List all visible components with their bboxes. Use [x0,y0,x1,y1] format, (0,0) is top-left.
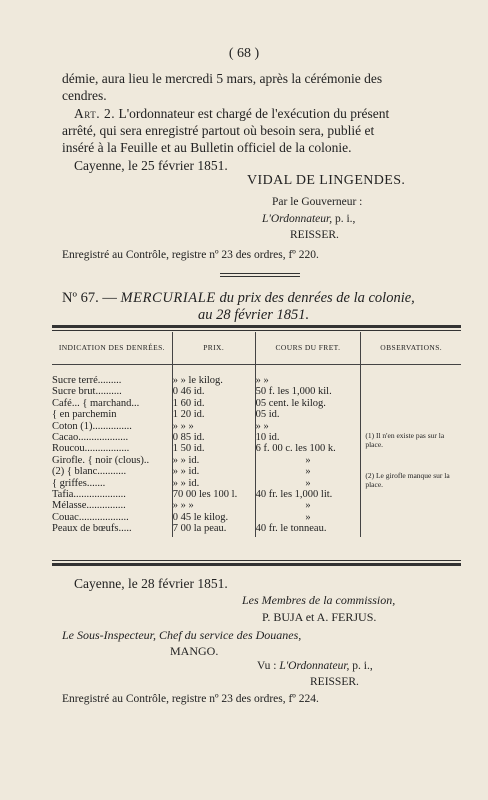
par-gouverneur: Par le Gouverneur : [272,196,363,208]
cell: 1 50 id. [172,443,255,454]
title-rest: du prix des denrées de la colonie, [219,290,415,306]
cell: Café... { marchand... [52,398,172,409]
signature-name: REISSER. [290,229,339,241]
paragraph-line: démie, aura lieu le mercredi 5 mars, après la cérémonie des [62,71,383,86]
table-top-rule [52,330,461,331]
cell: 10 id. [255,432,361,443]
col-header: COURS DU FRET. [255,332,361,365]
cell: 05 cent. le kilog. [255,398,361,409]
cell: Coton (1)............... [52,421,172,432]
cell: » » le kilog. [172,375,255,386]
cell: » » [255,375,361,386]
cell: { griffes....... [52,478,172,489]
table-header-row [52,332,461,365]
cell: Roucou................. [52,443,172,454]
section-title [62,290,415,307]
registration-note: Enregistré au Contrôle, registre nº 23 des ordres, fº 220. [62,249,319,261]
cell: » [255,500,361,511]
cell: 1 20 id. [172,409,255,420]
cell: 40 fr. le tonneau. [255,523,361,537]
table-row [52,375,461,386]
cell: » » id. [172,455,255,466]
commission-names: P. BUJA et A. FERJUS. [262,610,377,624]
article-text: L'ordonnateur est chargé de l'exécution du présent [118,106,390,121]
separator-rule [220,276,300,277]
cell: Cacao................... [52,432,172,443]
section-title-line2: au 28 février 1851. [198,307,310,323]
observation-note: (1) Il n'en existe pas sur la place. [365,431,445,449]
table-bottom-rule [52,560,461,561]
cell: » [255,455,361,466]
col-header: OBSERVATIONS. [361,332,461,365]
cell: Sucre terré......... [52,375,172,386]
cell: » » [255,421,361,432]
vu-label: Vu : [257,660,277,672]
ordonnateur-line [262,213,355,225]
cell: » » id. [172,466,255,477]
cell: (2) { blanc........... [52,466,172,477]
signature-name: VIDAL DE LINGENDES. [247,173,406,188]
ordonnateur-title: L'Ordonnateur, [262,213,333,225]
cell: Tafia.................... [52,489,172,500]
cell: » [255,478,361,489]
col-header: PRIX. [172,332,255,365]
title-word: MERCURIALE [120,290,216,306]
cell: Girofle. { noir (clous).. [52,455,172,466]
vu-ordonnateur: L'Ordonnateur, [279,660,350,672]
vu-line [257,660,373,672]
ordonnateur-pi: p. i., [332,213,356,225]
cell: 1 60 id. [172,398,255,409]
table-top-rule [52,325,461,328]
sous-inspecteur-title: Le Sous-Inspecteur, Chef du service des Douanes, [62,628,302,642]
cell: » [255,512,361,523]
cell: 7 00 la peau. [172,523,255,537]
cell: Peaux de bœufs..... [52,523,172,537]
vu-pi: p. i., [349,660,373,672]
cell: Mélasse............... [52,500,172,511]
cell: 0 85 id. [172,432,255,443]
cell: Couac................... [52,512,172,523]
cell: 6 f. 00 c. les 100 k. [255,443,361,454]
paragraph-line: cendres. [62,88,107,103]
cell: » » » [172,421,255,432]
registration-note: Enregistré au Contrôle, registre nº 23 des ordres, fº 224. [62,693,319,705]
cell: 0 45 le kilog. [172,512,255,523]
signature-name: REISSER. [310,676,359,688]
place-date: Cayenne, le 28 février 1851. [74,576,228,591]
cell: 40 fr. les 1,000 lit. [255,489,361,500]
place-date: Cayenne, le 25 février 1851. [74,158,228,173]
cell: 50 f. les 1,000 kil. [255,386,361,397]
cell: { en parchemin [52,409,172,420]
commission-title: Les Membres de la commission, [242,593,396,607]
cell: 0 46 id. [172,386,255,397]
cell: 05 id. [255,409,361,420]
observation-note: (2) Le girofle manque sur la place. [365,471,450,489]
title-number: Nº 67. — [62,290,117,306]
page-number: ( 68 ) [228,46,260,61]
paragraph-line: inséré à la Feuille et au Bulletin officiel de la colonie. [62,140,352,155]
cell: » [255,466,361,477]
paragraph-line: arrêté, qui sera enregistré partout où besoin sera, publié et [62,123,375,138]
table-bottom-rule [52,563,461,566]
cell: Sucre brut.......... [52,386,172,397]
article-line [74,105,389,122]
article-label: Art. 2. [74,106,116,121]
cell: » » id. [172,478,255,489]
cell: » » » [172,500,255,511]
mercuriale-table [52,332,461,537]
col-header: INDICATION DES DENRÉES. [52,332,172,365]
signature-name: MANGO. [170,644,219,658]
separator-rule [220,273,300,274]
cell: 70 00 les 100 l. [172,489,255,500]
